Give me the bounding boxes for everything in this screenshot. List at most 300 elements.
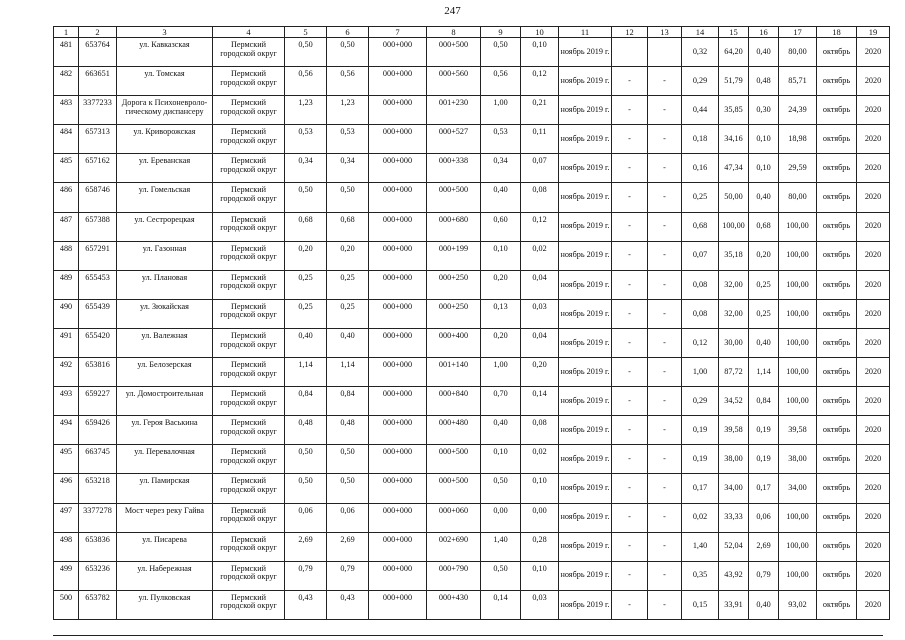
table-cell: 34,00 — [779, 474, 817, 503]
table-cell: 653218 — [79, 474, 117, 503]
table-cell: ул. Плановая — [117, 270, 213, 299]
table-cell: - — [648, 183, 682, 212]
table-cell: 0,02 — [521, 241, 559, 270]
table-cell: 000+430 — [427, 590, 481, 619]
table-cell: 497 — [54, 503, 79, 532]
table-cell: - — [648, 387, 682, 416]
table-cell: 0,34 — [285, 154, 327, 183]
table-cell: октябрь — [817, 67, 857, 96]
table-cell: 2020 — [857, 241, 890, 270]
table-row — [54, 212, 890, 241]
table-cell: - — [612, 67, 648, 96]
table-cell: 000+250 — [427, 270, 481, 299]
table-cell: ноябрь 2019 г. — [559, 154, 612, 183]
table-cell: 0,50 — [285, 445, 327, 474]
table-cell: 491 — [54, 328, 79, 357]
table-cell: 100,00 — [719, 212, 749, 241]
table-cell: 80,00 — [779, 183, 817, 212]
table-cell: 87,72 — [719, 358, 749, 387]
table-cell: Пермский городской округ — [213, 503, 285, 532]
table-cell: 0,40 — [327, 328, 369, 357]
table-cell: 482 — [54, 67, 79, 96]
table-row — [54, 590, 890, 619]
table-cell: Пермский городской округ — [213, 299, 285, 328]
table-cell: 0,11 — [521, 125, 559, 154]
table-cell: 0,21 — [521, 96, 559, 125]
table-cell: 000+000 — [369, 445, 427, 474]
table-cell: Пермский городской округ — [213, 561, 285, 590]
table-cell: 000+527 — [427, 125, 481, 154]
table-cell: - — [612, 212, 648, 241]
table-cell: - — [648, 561, 682, 590]
table-cell: - — [612, 532, 648, 561]
table-cell: 2020 — [857, 154, 890, 183]
table-cell: 1,14 — [749, 358, 779, 387]
table-cell: 0,19 — [749, 416, 779, 445]
table-cell: 35,18 — [719, 241, 749, 270]
table-cell: 30,00 — [719, 328, 749, 357]
table-cell: ноябрь 2019 г. — [559, 96, 612, 125]
table-cell: 0,40 — [481, 183, 521, 212]
column-header: 1 — [54, 27, 79, 38]
table-cell: 0,15 — [682, 590, 719, 619]
table-cell: 0,50 — [481, 474, 521, 503]
table-cell: 0,50 — [327, 38, 369, 67]
table-cell: 38,00 — [719, 445, 749, 474]
table-cell: 64,20 — [719, 38, 749, 67]
table-cell: 0,53 — [481, 125, 521, 154]
table-cell: 34,00 — [719, 474, 749, 503]
table-row — [54, 67, 890, 96]
table-cell: 0,08 — [682, 299, 719, 328]
table-cell: 0,13 — [481, 299, 521, 328]
table-cell: 52,04 — [719, 532, 749, 561]
column-header: 5 — [285, 27, 327, 38]
table-cell: 0,30 — [749, 96, 779, 125]
table-row — [54, 183, 890, 212]
table-cell: 000+000 — [369, 474, 427, 503]
table-cell: 0,04 — [521, 270, 559, 299]
table-cell: - — [612, 328, 648, 357]
table-cell: 0,10 — [749, 154, 779, 183]
table-cell: ул. Домостроительная — [117, 387, 213, 416]
table-cell: ул. Гомельская — [117, 183, 213, 212]
column-header: 6 — [327, 27, 369, 38]
table-cell: - — [648, 358, 682, 387]
table-cell: октябрь — [817, 358, 857, 387]
table-cell: 0,06 — [327, 503, 369, 532]
table-cell: октябрь — [817, 96, 857, 125]
table-cell: - — [612, 241, 648, 270]
table-cell: 32,00 — [719, 299, 749, 328]
table-cell: 659227 — [79, 387, 117, 416]
table-cell: 34,52 — [719, 387, 749, 416]
table-cell: ноябрь 2019 г. — [559, 299, 612, 328]
table-cell: октябрь — [817, 416, 857, 445]
table-cell: - — [648, 416, 682, 445]
table-cell: 100,00 — [779, 503, 817, 532]
table-cell: 100,00 — [779, 241, 817, 270]
table-cell: 0,25 — [327, 270, 369, 299]
table-cell: 0,56 — [327, 67, 369, 96]
table-cell: ноябрь 2019 г. — [559, 67, 612, 96]
table-cell: Пермский городской округ — [213, 96, 285, 125]
table-cell: 0,06 — [285, 503, 327, 532]
table-cell: октябрь — [817, 445, 857, 474]
table-cell: 33,91 — [719, 590, 749, 619]
table-cell: 0,84 — [327, 387, 369, 416]
column-header: 4 — [213, 27, 285, 38]
table-cell: 33,33 — [719, 503, 749, 532]
table-cell: 653836 — [79, 532, 117, 561]
table-cell: октябрь — [817, 183, 857, 212]
table-cell: ул. Сестрорецкая — [117, 212, 213, 241]
table-cell: ноябрь 2019 г. — [559, 270, 612, 299]
table-cell: 000+500 — [427, 38, 481, 67]
table-cell — [612, 38, 648, 67]
table-cell: 000+560 — [427, 67, 481, 96]
table-cell: 0,48 — [327, 416, 369, 445]
table-cell: ноябрь 2019 г. — [559, 445, 612, 474]
table-cell: 100,00 — [779, 532, 817, 561]
table-cell: 2,69 — [285, 532, 327, 561]
table-cell: 0,50 — [285, 183, 327, 212]
table-cell: - — [612, 96, 648, 125]
table-cell: ул. Кавказская — [117, 38, 213, 67]
column-header: 7 — [369, 27, 427, 38]
table-cell: - — [612, 561, 648, 590]
table-cell: 2020 — [857, 38, 890, 67]
table-cell: 100,00 — [779, 299, 817, 328]
table-cell: - — [648, 67, 682, 96]
table-cell: 2020 — [857, 183, 890, 212]
column-header: 12 — [612, 27, 648, 38]
bottom-rule — [53, 635, 883, 636]
table-cell: 657162 — [79, 154, 117, 183]
table-cell: 0,20 — [285, 241, 327, 270]
table-cell: 653816 — [79, 358, 117, 387]
table-cell: ул. Пулковская — [117, 590, 213, 619]
table-cell: 658746 — [79, 183, 117, 212]
table-cell: - — [612, 503, 648, 532]
table-cell: 0,48 — [285, 416, 327, 445]
table-cell: 38,00 — [779, 445, 817, 474]
table-cell: 000+000 — [369, 387, 427, 416]
table-cell: 000+000 — [369, 358, 427, 387]
table-cell: 663651 — [79, 67, 117, 96]
table-cell: ноябрь 2019 г. — [559, 532, 612, 561]
column-header: 10 — [521, 27, 559, 38]
table-cell: 0,68 — [285, 212, 327, 241]
table-cell: ул. Героя Васькина — [117, 416, 213, 445]
table-cell: 000+000 — [369, 590, 427, 619]
table-cell: ноябрь 2019 г. — [559, 328, 612, 357]
table-cell: 000+000 — [369, 503, 427, 532]
table-cell: 492 — [54, 358, 79, 387]
table-row — [54, 358, 890, 387]
table-cell: 0,84 — [749, 387, 779, 416]
table-cell: 488 — [54, 241, 79, 270]
table-cell: 0,03 — [521, 590, 559, 619]
header-row — [54, 27, 890, 38]
table-cell: - — [648, 532, 682, 561]
table-cell: ул. Перевалочная — [117, 445, 213, 474]
table-cell: Дорога к Психоневроло-гическому диспансеру — [117, 96, 213, 125]
table-cell: 0,79 — [285, 561, 327, 590]
table-cell: Пермский городской округ — [213, 241, 285, 270]
table-cell: 000+250 — [427, 299, 481, 328]
table-cell: 000+000 — [369, 96, 427, 125]
table-cell: 0,20 — [481, 270, 521, 299]
table-row — [54, 270, 890, 299]
table-cell: 2020 — [857, 299, 890, 328]
table-cell: 2020 — [857, 212, 890, 241]
table-cell: 0,14 — [521, 387, 559, 416]
table-cell: 0,43 — [285, 590, 327, 619]
table-cell: ноябрь 2019 г. — [559, 503, 612, 532]
table-cell: 489 — [54, 270, 79, 299]
table-cell: 100,00 — [779, 561, 817, 590]
table-cell: ноябрь 2019 г. — [559, 125, 612, 154]
column-header: 14 — [682, 27, 719, 38]
table-row — [54, 154, 890, 183]
table-cell: 2020 — [857, 561, 890, 590]
table-cell: 1,23 — [285, 96, 327, 125]
road-table — [53, 26, 890, 620]
table-cell: 0,68 — [327, 212, 369, 241]
table-cell: 657388 — [79, 212, 117, 241]
table-cell: октябрь — [817, 154, 857, 183]
table-cell: 000+000 — [369, 125, 427, 154]
table-cell: 0,50 — [481, 561, 521, 590]
table-cell: 0,10 — [521, 474, 559, 503]
table-cell: - — [612, 183, 648, 212]
table-cell: 0,50 — [285, 474, 327, 503]
table-cell: 0,29 — [682, 67, 719, 96]
table-cell: 000+338 — [427, 154, 481, 183]
table-cell: - — [612, 590, 648, 619]
column-header: 15 — [719, 27, 749, 38]
table-cell: 0,14 — [481, 590, 521, 619]
table-cell: 000+500 — [427, 183, 481, 212]
table-cell: 3377233 — [79, 96, 117, 125]
table-cell: Пермский городской округ — [213, 387, 285, 416]
table-cell: 0,10 — [749, 125, 779, 154]
table-cell: 0,03 — [521, 299, 559, 328]
table-row — [54, 299, 890, 328]
table-cell: - — [612, 299, 648, 328]
table-cell: 1,14 — [285, 358, 327, 387]
table-cell: октябрь — [817, 561, 857, 590]
table-cell: 496 — [54, 474, 79, 503]
table-cell: 655420 — [79, 328, 117, 357]
table-row — [54, 416, 890, 445]
table-cell: 0,50 — [327, 183, 369, 212]
table-cell: 659426 — [79, 416, 117, 445]
table-cell: - — [612, 358, 648, 387]
table-cell: 0,40 — [285, 328, 327, 357]
table-cell: 2020 — [857, 328, 890, 357]
table-cell: 0,68 — [682, 212, 719, 241]
table-cell: 0,28 — [521, 532, 559, 561]
table-cell: 000+000 — [369, 154, 427, 183]
table-cell: 0,84 — [285, 387, 327, 416]
table-cell: ул. Белозерская — [117, 358, 213, 387]
table-cell: 484 — [54, 125, 79, 154]
table-cell: 1,00 — [481, 96, 521, 125]
table-cell: 100,00 — [779, 328, 817, 357]
table-cell: 653782 — [79, 590, 117, 619]
table-cell: Пермский городской округ — [213, 328, 285, 357]
table-cell: 0,40 — [749, 328, 779, 357]
table-cell: октябрь — [817, 503, 857, 532]
page-number: 247 — [444, 5, 461, 17]
table-cell: октябрь — [817, 38, 857, 67]
table-cell: 0,04 — [521, 328, 559, 357]
table-cell: 001+140 — [427, 358, 481, 387]
table-cell: 0,32 — [682, 38, 719, 67]
table-cell: 0,34 — [481, 154, 521, 183]
table-cell: 32,00 — [719, 270, 749, 299]
table-cell: 000+480 — [427, 416, 481, 445]
table-cell: 93,02 — [779, 590, 817, 619]
table-cell: 657313 — [79, 125, 117, 154]
table-cell: 000+790 — [427, 561, 481, 590]
table-cell: 1,00 — [481, 358, 521, 387]
table-cell: 0,20 — [521, 358, 559, 387]
table-cell: 486 — [54, 183, 79, 212]
table-cell: - — [612, 125, 648, 154]
table-cell: 2020 — [857, 532, 890, 561]
table-cell: - — [648, 96, 682, 125]
table-row — [54, 96, 890, 125]
table-cell: 000+000 — [369, 67, 427, 96]
table-cell: 0,56 — [481, 67, 521, 96]
table-cell: 0,25 — [327, 299, 369, 328]
column-header: 3 — [117, 27, 213, 38]
table-cell: 0,29 — [682, 387, 719, 416]
table-cell: ул. Криворожская — [117, 125, 213, 154]
table-cell: ноябрь 2019 г. — [559, 387, 612, 416]
table-cell: 0,17 — [749, 474, 779, 503]
table-cell: октябрь — [817, 270, 857, 299]
table-cell: 483 — [54, 96, 79, 125]
table-cell: 0,25 — [285, 299, 327, 328]
table-cell: Пермский городской округ — [213, 532, 285, 561]
table-cell: Пермский городской округ — [213, 154, 285, 183]
table-cell: 1,14 — [327, 358, 369, 387]
table-cell: 000+199 — [427, 241, 481, 270]
table-cell: 1,00 — [682, 358, 719, 387]
table-cell: - — [612, 474, 648, 503]
table-row — [54, 532, 890, 561]
table-cell: октябрь — [817, 328, 857, 357]
table-cell: 655439 — [79, 299, 117, 328]
table-cell: 0,79 — [749, 561, 779, 590]
table-cell: - — [648, 503, 682, 532]
table-cell: 0,40 — [749, 183, 779, 212]
table-cell: 000+500 — [427, 474, 481, 503]
table-cell: 2020 — [857, 503, 890, 532]
table-cell: Пермский городской округ — [213, 416, 285, 445]
table-cell: 0,43 — [327, 590, 369, 619]
table-cell: 500 — [54, 590, 79, 619]
table-cell: 2020 — [857, 387, 890, 416]
table-cell: - — [612, 445, 648, 474]
table-cell: 0,70 — [481, 387, 521, 416]
table-cell: октябрь — [817, 241, 857, 270]
table-cell: 1,23 — [327, 96, 369, 125]
table-cell: 80,00 — [779, 38, 817, 67]
table-cell: 2020 — [857, 358, 890, 387]
table-cell: 000+000 — [369, 38, 427, 67]
table-row — [54, 38, 890, 67]
table-cell: - — [648, 125, 682, 154]
table-cell: 0,06 — [749, 503, 779, 532]
table-cell: ул. Памирская — [117, 474, 213, 503]
table-cell: 487 — [54, 212, 79, 241]
table-cell: 2020 — [857, 590, 890, 619]
table-cell: Пермский городской округ — [213, 212, 285, 241]
table-cell: - — [648, 445, 682, 474]
table-cell: 663745 — [79, 445, 117, 474]
table-cell: - — [648, 299, 682, 328]
table-cell: 002+690 — [427, 532, 481, 561]
table-cell: 000+000 — [369, 561, 427, 590]
table-cell: 0,19 — [682, 445, 719, 474]
column-header: 2 — [79, 27, 117, 38]
table-cell: ул. Набережная — [117, 561, 213, 590]
table-cell: 0,56 — [285, 67, 327, 96]
table-cell: Пермский городской округ — [213, 38, 285, 67]
table-cell: 2,69 — [327, 532, 369, 561]
table-cell: 100,00 — [779, 387, 817, 416]
column-header: 17 — [779, 27, 817, 38]
table-cell: 0,44 — [682, 96, 719, 125]
column-header: 16 — [749, 27, 779, 38]
table-cell: 0,34 — [327, 154, 369, 183]
table-cell: 0,19 — [749, 445, 779, 474]
table-cell: ул. Зюкайская — [117, 299, 213, 328]
table-cell: 000+500 — [427, 445, 481, 474]
table-cell: 0,08 — [682, 270, 719, 299]
table-cell: 0,40 — [749, 38, 779, 67]
table-cell: 000+400 — [427, 328, 481, 357]
table-cell — [648, 38, 682, 67]
table-cell: 000+000 — [369, 183, 427, 212]
table-cell: 2,69 — [749, 532, 779, 561]
table-cell: Пермский городской округ — [213, 445, 285, 474]
table-cell: 000+000 — [369, 328, 427, 357]
table-cell: 485 — [54, 154, 79, 183]
table-row — [54, 503, 890, 532]
table-cell: 0,50 — [481, 38, 521, 67]
table-cell: 0,02 — [682, 503, 719, 532]
table-cell: 2020 — [857, 474, 890, 503]
table-row — [54, 561, 890, 590]
table-cell: 0,25 — [749, 270, 779, 299]
table-cell: октябрь — [817, 590, 857, 619]
table-cell: ноябрь 2019 г. — [559, 212, 612, 241]
table-cell: 0,08 — [521, 416, 559, 445]
table-cell: 0,25 — [285, 270, 327, 299]
table-cell: 35,85 — [719, 96, 749, 125]
table-cell: 499 — [54, 561, 79, 590]
table-cell: 100,00 — [779, 212, 817, 241]
table-cell: 39,58 — [719, 416, 749, 445]
table-cell: 0,00 — [481, 503, 521, 532]
table-cell: 2020 — [857, 96, 890, 125]
